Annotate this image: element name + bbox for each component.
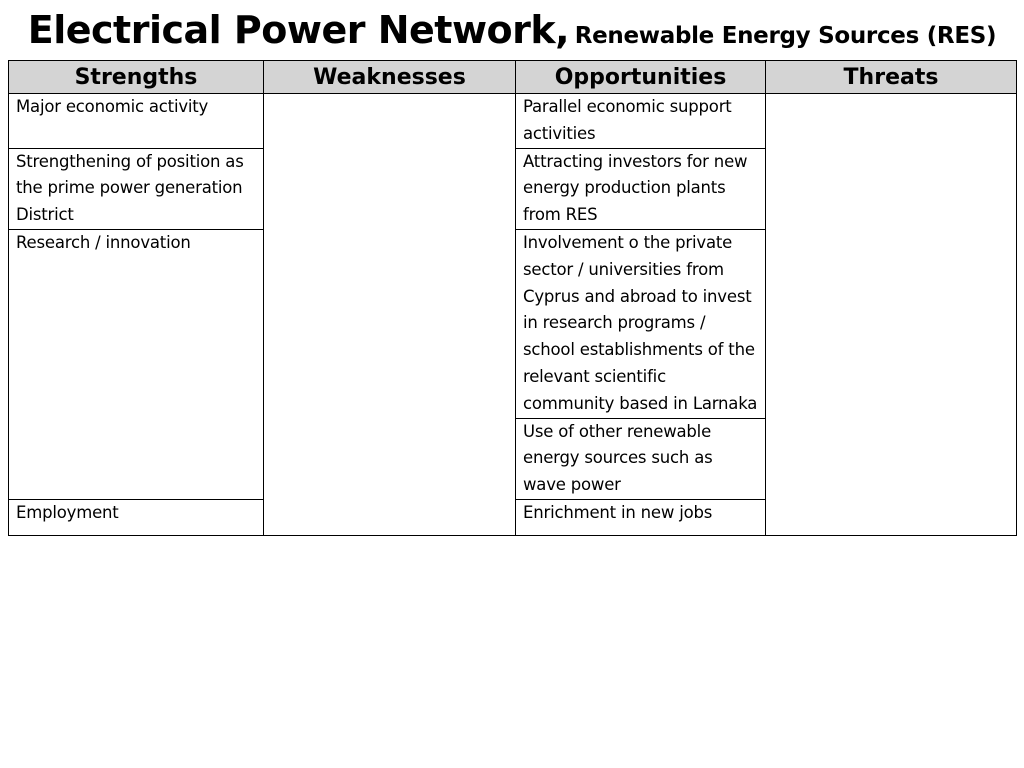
opportunity-text: Attracting investors for new energy production plants from RES — [523, 151, 748, 225]
opportunity-text: Parallel economic support activities — [523, 97, 732, 143]
table-row — [9, 94, 1017, 149]
header-row — [9, 61, 1017, 94]
opportunity-cell — [516, 94, 766, 149]
opportunity-cell — [516, 148, 766, 229]
strength-cell — [9, 94, 264, 149]
title-subtitle: Renewable Energy Sources (RES) — [574, 23, 997, 49]
strength-cell — [9, 148, 264, 229]
opportunity-cell — [516, 229, 766, 418]
opportunity-cell — [516, 418, 766, 499]
title-main: Electrical Power Network, — [27, 8, 570, 52]
strength-text: Major economic activity — [16, 97, 209, 116]
opportunity-text: Use of other renewable energy sources such as wave power — [523, 421, 713, 495]
strength-text: Employment — [16, 502, 119, 522]
strength-text: Research / innovation — [16, 232, 191, 252]
weaknesses-header: Weaknesses — [264, 61, 516, 94]
opportunity-cell — [516, 499, 766, 535]
opportunity-text: Involvement o the private sector / universities from Cyprus and abroad to invest in research programs / school establishments of the relevant scientific community based in Larnaka — [523, 232, 758, 413]
opportunity-text: Enrichment in new jobs — [523, 502, 713, 522]
weaknesses-cell — [264, 94, 516, 536]
strengths-header: Strengths — [9, 61, 264, 94]
opportunities-header: Opportunities — [516, 61, 766, 94]
strength-text: Strengthening of position as the prime power generation District — [16, 151, 244, 225]
strength-cell — [9, 499, 264, 535]
threats-header: Threats — [766, 61, 1017, 94]
swot-table — [8, 60, 1017, 536]
threats-cell — [766, 94, 1017, 536]
slide-title — [0, 8, 1024, 52]
strength-cell — [9, 229, 264, 499]
